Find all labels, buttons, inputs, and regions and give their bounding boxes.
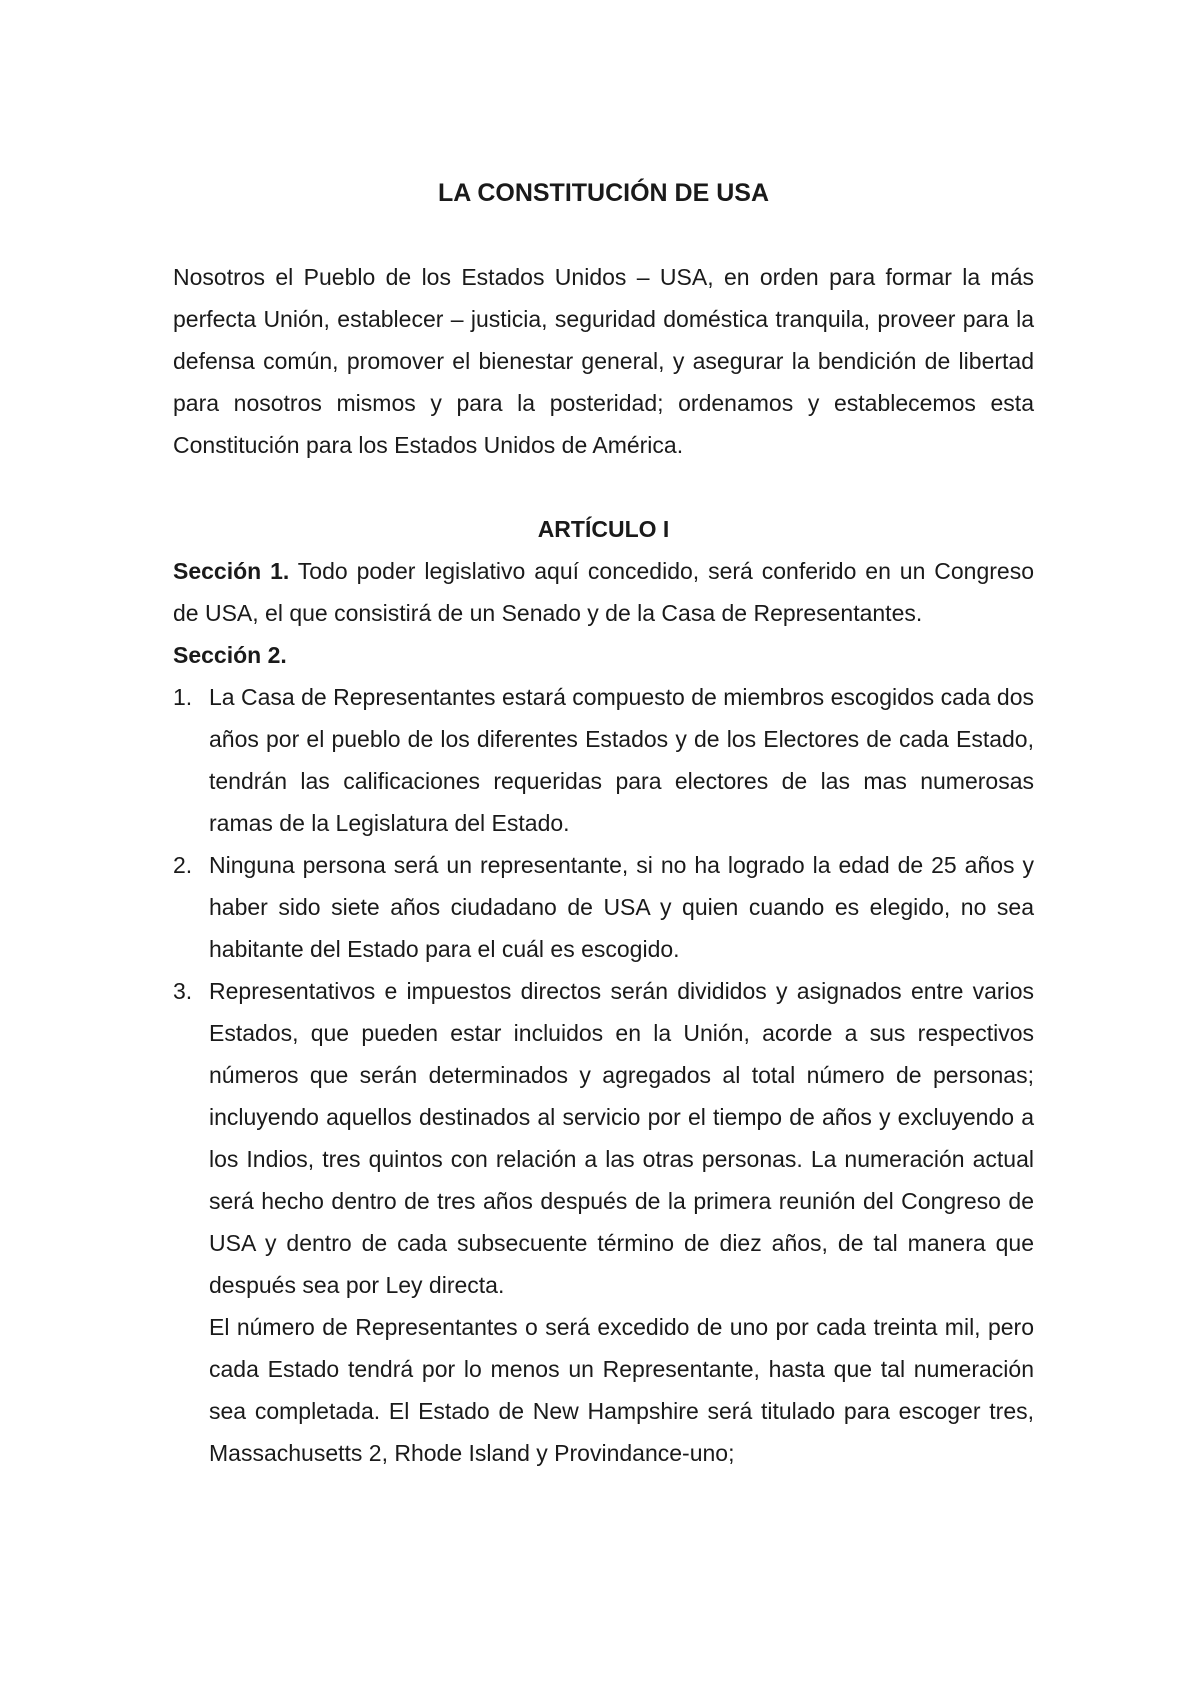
list-item-number: 2.: [173, 852, 193, 878]
section-2-continuation: El número de Representantes o será excedido de uno por cada treinta mil, pero cada Estado tendrá por lo menos un Representante, hasta que tal numeración sea completada. El Estado de New Hampshire será titulado para escoger tres, Massachusetts 2, Rhode Island y Provindance-uno;: [209, 1314, 1034, 1466]
list-item: [173, 844, 1034, 970]
section-1-label: Sección 1.: [173, 558, 290, 584]
document-title: LA CONSTITUCIÓN DE USA: [437, 179, 770, 207]
section-2-label: Sección 2.: [173, 642, 287, 668]
section-2-list: [173, 676, 1034, 1306]
list-item-text: La Casa de Representantes estará compuesto de miembros escogidos cada dos años por el pueblo de los diferentes Estados y de los Electores de cada Estado, tendrán las calificaciones requeridas para electores de las mas numerosas ramas de la Legislatura del Estado.: [209, 684, 1034, 836]
section-1: [173, 550, 1034, 634]
article-heading: ARTÍCULO I: [537, 516, 670, 542]
list-item-number: 1.: [173, 684, 193, 710]
preamble-paragraph: Nosotros el Pueblo de los Estados Unidos – USA, en orden para formar la más perfecta Unión, establecer – justicia, seguridad doméstica tranquila, proveer para la defensa común, promover el bienestar general, y asegurar la bendición de libertad para nosotros mismos y para la posteridad; ordenamos y establecemos esta Constitución para los Estados Unidos de América.: [173, 264, 1034, 458]
section-1-text: Todo poder legislativo aquí concedido, será conferido en un Congreso de USA, el que consistirá de un Senado y de la Casa de Representantes.: [173, 558, 1035, 626]
document-page: [173, 172, 1034, 1474]
list-item-number: 3.: [173, 978, 193, 1004]
list-item-text: Representativos e impuestos directos serán divididos y asignados entre varios Estados, que pueden estar incluidos en la Unión, acorde a sus respectivos números que serán determinados y agregados al total número de personas; incluyendo aquellos destinados al servicio por el tiempo de años y excluyendo a los Indios, tres quintos con relación a las otras personas. La numeración actual será hecho dentro de tres años después de la primera reunión del Congreso de USA y dentro de cada subsecuente término de diez años, de tal manera que después sea por Ley directa.: [209, 978, 1034, 1298]
list-item-text: Ninguna persona será un representante, si no ha logrado la edad de 25 años y haber sido siete años ciudadano de USA y quien cuando es elegido, no sea habitante del Estado para el cuál es escogido.: [209, 852, 1034, 962]
list-item: [173, 970, 1034, 1306]
list-item: [173, 676, 1034, 844]
